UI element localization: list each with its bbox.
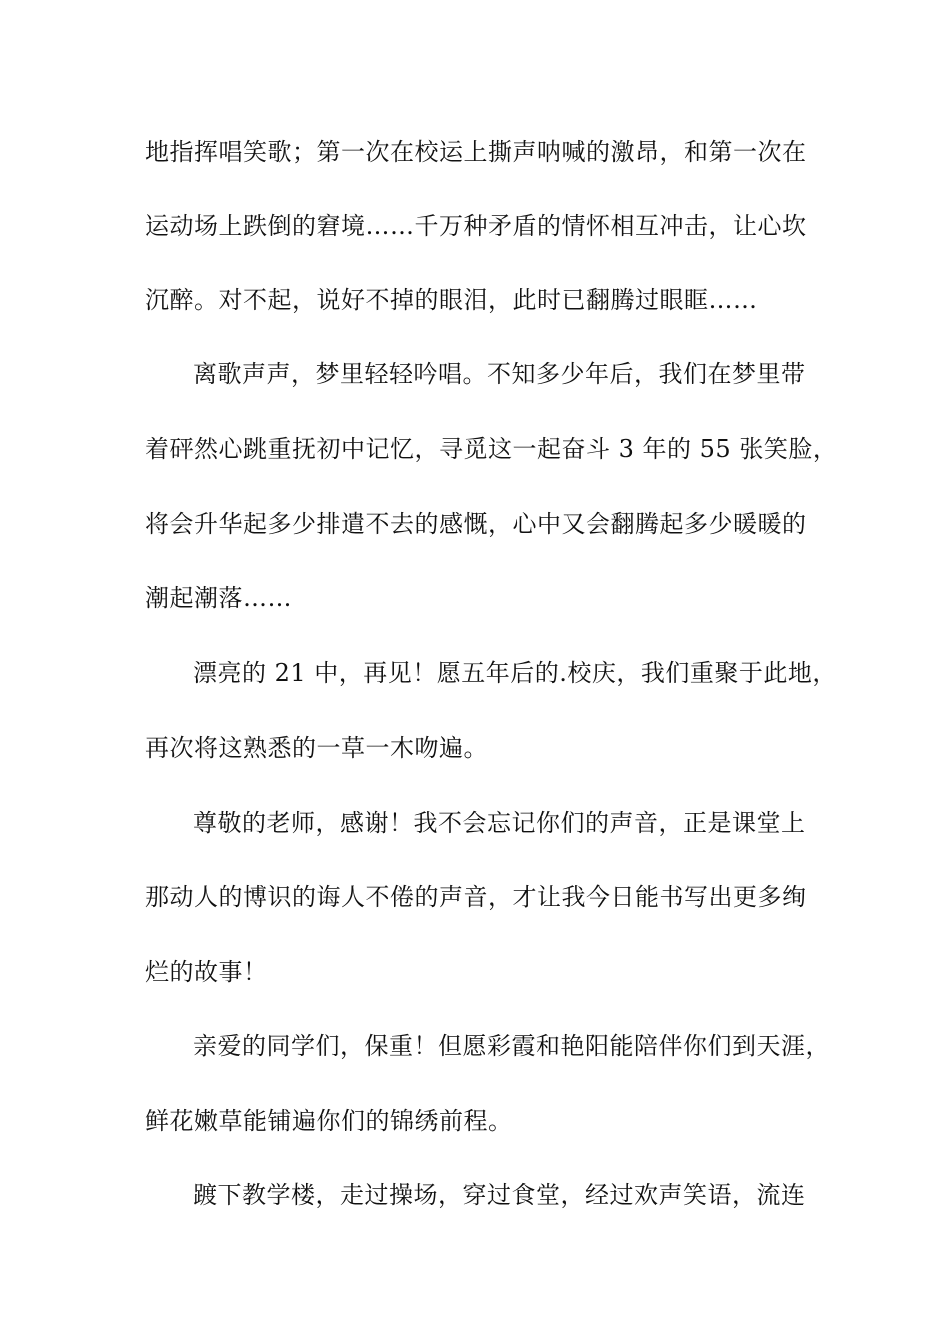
text-line: 那动人的博识的诲人不倦的声音，才让我今日能书写出更多绚: [145, 883, 807, 911]
paragraph-first-line: 漂亮的 21 中，再见！愿五年后的.校庆，我们重聚于此地，: [193, 659, 837, 687]
text-line: 着砰然心跳重抚初中记忆，寻觅这一起奋斗 3 年的 55 张笑脸，: [145, 435, 838, 463]
text-line: 运动场上跌倒的窘境……千万种矛盾的情怀相互冲击，让心坎: [145, 212, 807, 240]
text-line: 鲜花嫩草能铺遍你们的锦绣前程。: [145, 1107, 513, 1135]
paragraph-first-line: 踱下教学楼，走过操场，穿过食堂，经过欢声笑语，流连: [193, 1181, 806, 1209]
paragraph-first-line: 离歌声声，梦里轻轻吟唱。不知多少年后，我们在梦里带: [193, 360, 806, 388]
text-line: 再次将这熟悉的一草一木吻遍。: [145, 734, 488, 762]
paragraph-first-line: 尊敬的老师，感谢！我不会忘记你们的声音，正是课堂上: [193, 809, 806, 837]
paragraph-first-line: 亲爱的同学们，保重！但愿彩霞和艳阳能陪伴你们到天涯，: [193, 1032, 830, 1060]
text-line: 潮起潮落……: [145, 584, 292, 612]
text-line: 地指挥唱笑歌；第一次在校运上撕声呐喊的激昂，和第一次在: [145, 138, 807, 166]
text-line: 将会升华起多少排遣不去的感慨，心中又会翻腾起多少暖暖的: [145, 510, 807, 538]
text-line: 烂的故事！: [145, 958, 268, 986]
text-line: 沉醉。对不起，说好不掉的眼泪，此时已翻腾过眼眶……: [145, 286, 758, 314]
